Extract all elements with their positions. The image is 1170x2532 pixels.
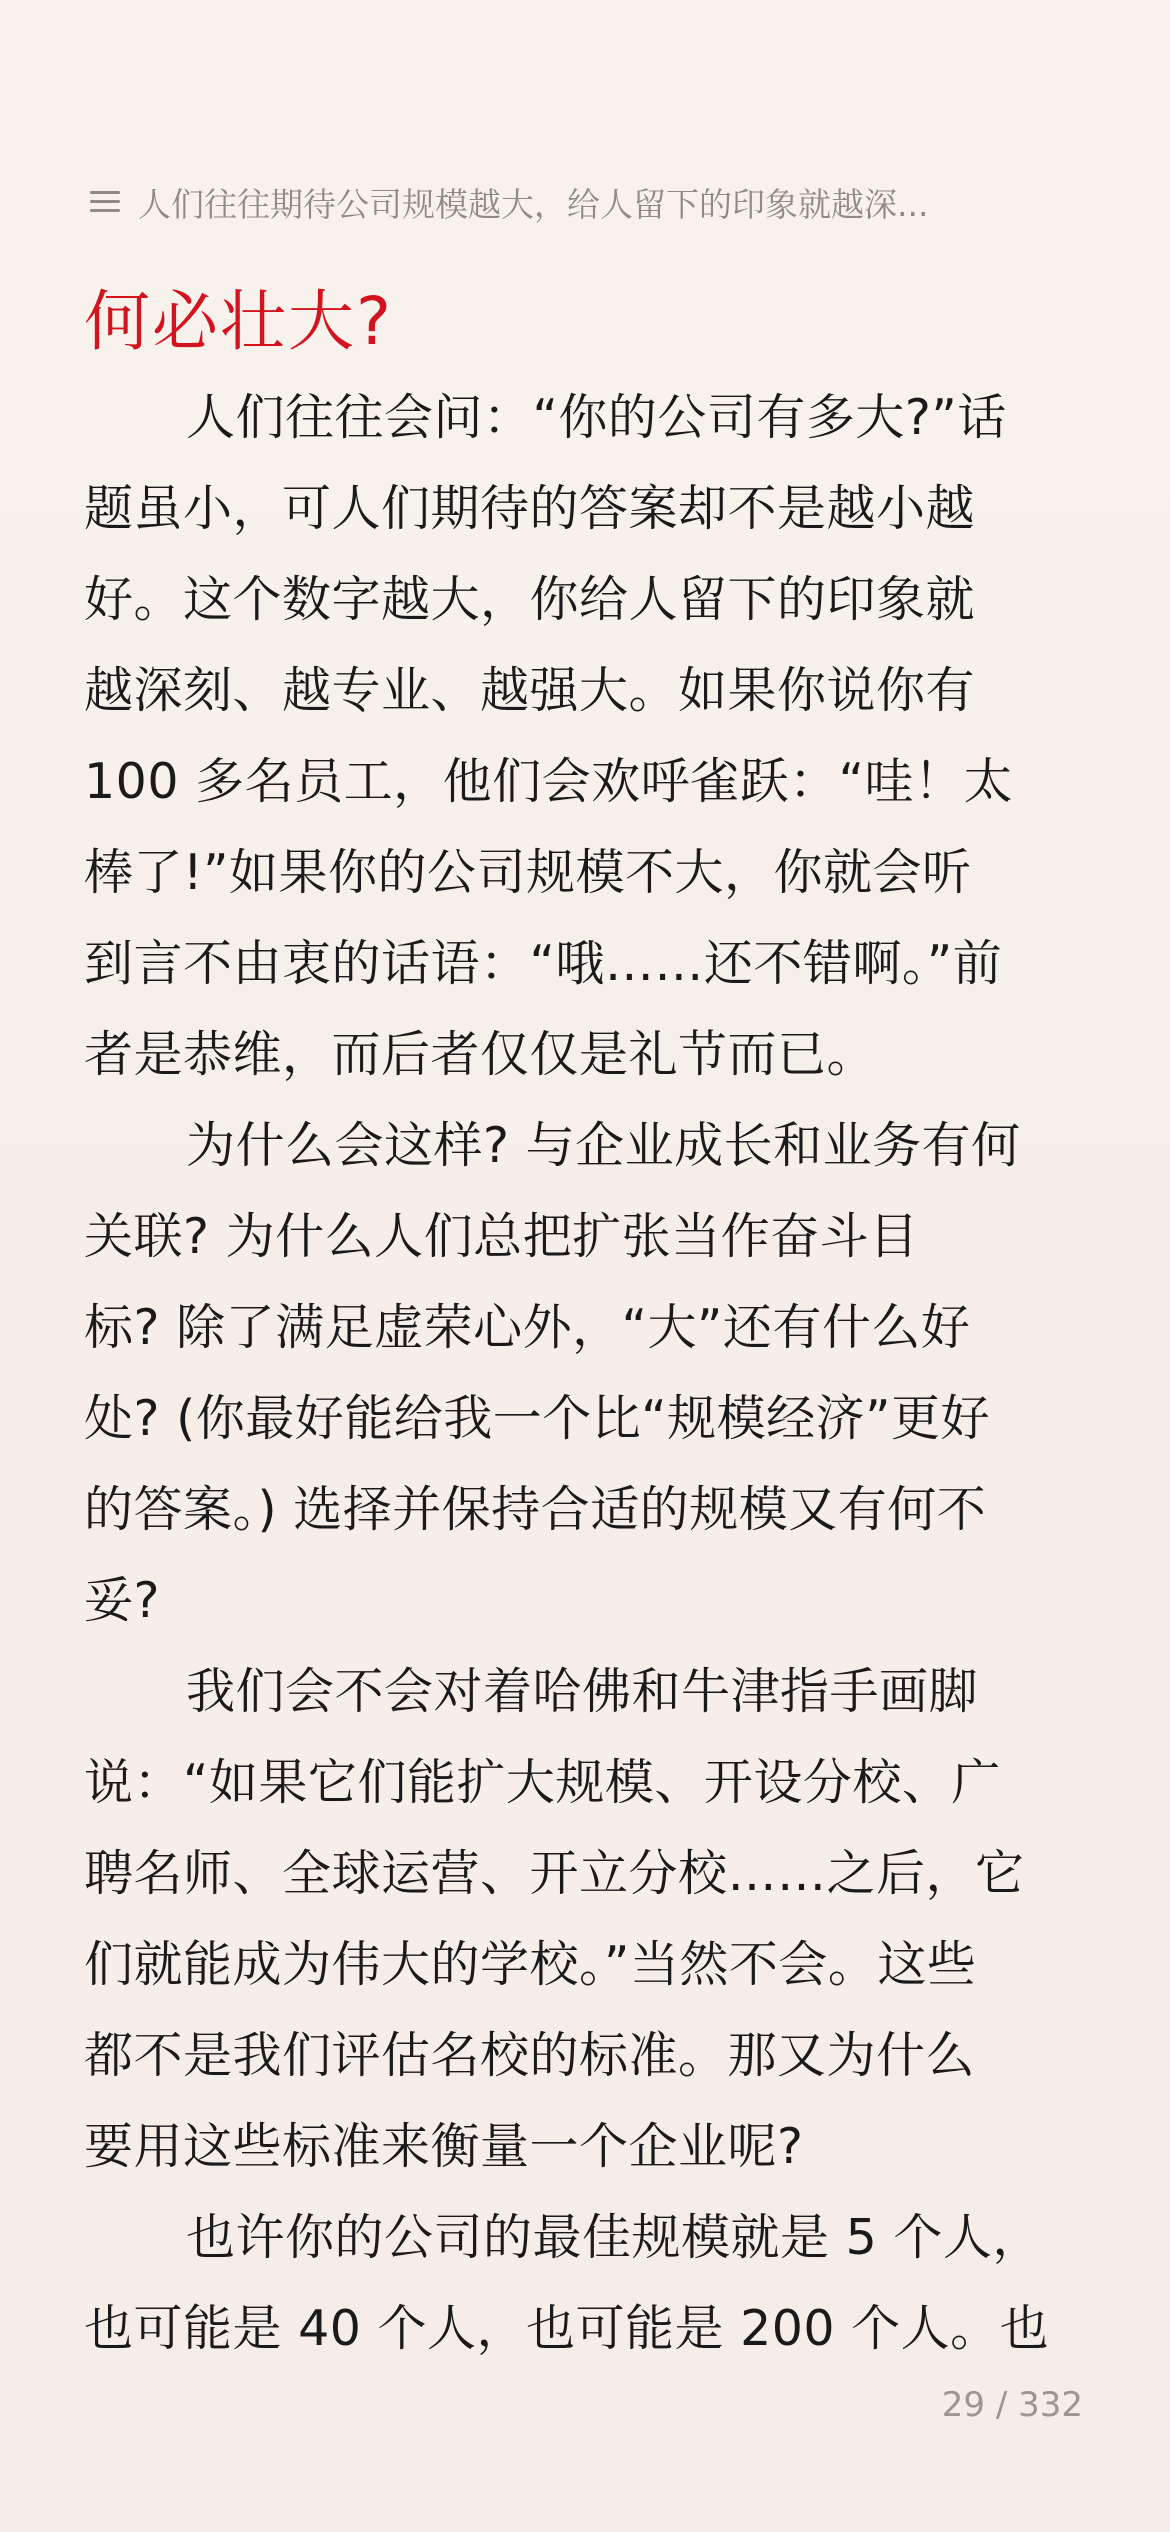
menu-icon[interactable] (90, 190, 120, 214)
book-content (84, 372, 1074, 2374)
body-line: 我们会不会对着哈佛和牛津指手画脚 (186, 1663, 979, 1720)
body-line: 妥? (84, 1572, 161, 1629)
body-line: 也许你的公司的最佳规模就是 5 个人， (186, 2209, 1042, 2266)
page-number: 29 / 332 (941, 2385, 1083, 2425)
body-line: 们就能成为伟大的学校。”当然不会。这些 (84, 1936, 977, 1993)
body-line: 要用这些标准来衡量一个企业呢? (84, 2118, 804, 2175)
header-title: 人们往往期待公司规模越大，给人留下的印象就越深... (138, 184, 929, 224)
menu-icon-line (90, 191, 120, 194)
body-line: 棒了!”如果你的公司规模不大，你就会听 (84, 844, 972, 901)
chapter-header[interactable] (90, 178, 1080, 226)
body-line: 题虽小，可人们期待的答案却不是越小越 (84, 480, 976, 537)
body-line: 标? 除了满足虚荣心外，“大”还有什么好 (84, 1299, 971, 1356)
menu-icon-line (90, 209, 120, 212)
body-line: 人们往往会问：“你的公司有多大?”话 (186, 389, 1007, 446)
body-line: 的答案。) 选择并保持合适的规模又有何不 (84, 1481, 987, 1538)
body-line: 说：“如果它们能扩大规模、开设分校、广 (84, 1754, 1001, 1811)
body-line: 好。这个数字越大，你给人留下的印象就 (84, 571, 976, 628)
chapter-title: 何必壮大? (84, 283, 394, 360)
body-line: 处? (你最好能给我一个比“规模经济”更好 (84, 1390, 990, 1447)
body-line: 都不是我们评估名校的标准。那又为什么 (84, 2027, 976, 2084)
body-line: 关联? 为什么人们总把扩张当作奋斗目 (84, 1208, 919, 1265)
body-line: 聘名师、全球运营、开立分校……之后，它 (84, 1845, 1025, 1902)
body-line: 也可能是 40 个人，也可能是 200 个人。也 (84, 2300, 1050, 2357)
body-line: 100 多名员工，他们会欢呼雀跃：“哇！太 (84, 753, 1013, 810)
body-line: 者是恭维，而后者仅仅是礼节而已。 (84, 1026, 877, 1083)
body-line: 越深刻、越专业、越强大。如果你说你有 (84, 662, 976, 719)
menu-icon-line (90, 200, 120, 203)
body-line: 为什么会这样? 与企业成长和业务有何 (186, 1117, 1021, 1174)
body-line: 到言不由衷的话语：“哦……还不错啊。”前 (84, 935, 1003, 992)
